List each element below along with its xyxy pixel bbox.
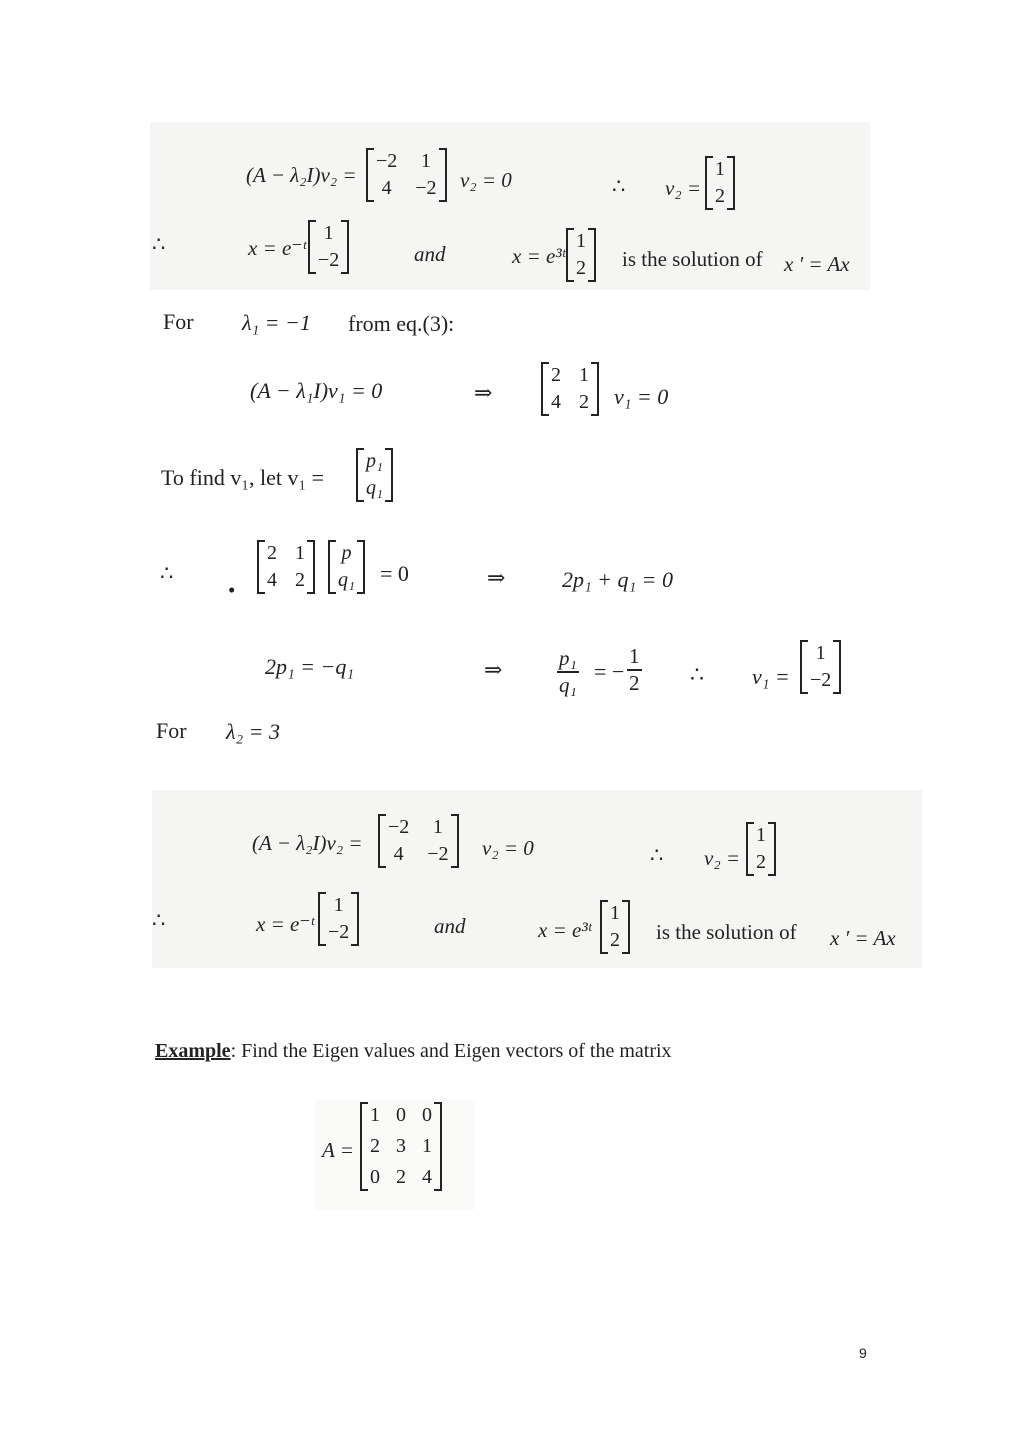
matrix-a xyxy=(366,148,447,202)
matrix-cell: 0 xyxy=(370,1166,380,1188)
stray-dot: • xyxy=(228,578,236,602)
vector-cell: 2 xyxy=(610,929,620,951)
v1-result-vector xyxy=(800,640,841,694)
vector-cell: q₁ xyxy=(338,569,355,591)
vector-cell: 1 xyxy=(610,902,620,924)
example-statement xyxy=(155,1040,672,1063)
fraction-numerator: 1 xyxy=(627,644,642,671)
ode-equation: x ′ = Ax xyxy=(830,926,896,950)
eq-lhs: (A − λ₂I)v₂ = xyxy=(252,831,363,855)
vector-cell: 1 xyxy=(323,222,334,244)
matrix-cell: 1 xyxy=(295,542,305,564)
solution-x2-label: x = e³ᵗ xyxy=(538,918,592,942)
vector-cell: 2 xyxy=(576,257,586,279)
vector-cell: 1 xyxy=(815,642,826,664)
eq-minus: = − xyxy=(594,659,625,684)
therefore-symbol: ∴ xyxy=(160,561,174,585)
v2-vector xyxy=(705,156,735,210)
eq-rhs: v₂ = 0 xyxy=(460,168,512,192)
v2-vector xyxy=(746,822,776,876)
matrix-cell: 4 xyxy=(422,1166,432,1188)
fraction-one-half xyxy=(627,644,642,696)
therefore-symbol: ∴ xyxy=(690,662,704,687)
vector-cell: 1 xyxy=(756,824,766,846)
eq-lhs: (A − λ₂I)v₂ = xyxy=(246,163,357,187)
matrix-cell: 0 xyxy=(422,1104,432,1126)
matrix-cell: 4 xyxy=(267,569,277,591)
implies-arrow: ⇒ xyxy=(484,657,503,682)
eq-lambda1: (A − λ₁I)v₁ = 0 xyxy=(250,378,383,403)
pq-vector xyxy=(328,540,365,594)
eq-rhs: v₂ = 0 xyxy=(482,836,534,860)
is-solution-text: is the solution of xyxy=(656,920,797,944)
x2-vector xyxy=(566,228,596,282)
example-matrix xyxy=(360,1102,442,1191)
ode-equation: x ′ = Ax xyxy=(784,252,850,276)
matrix-cell: 2 xyxy=(267,542,277,564)
matrix-cell: 4 xyxy=(381,177,392,199)
x1-vector xyxy=(318,892,359,946)
to-find-text: To find v₁, let v₁ = xyxy=(161,465,325,490)
x1-vector xyxy=(308,220,349,274)
fraction-p-over-q xyxy=(557,646,579,698)
matrix-cell: 2 xyxy=(579,391,589,413)
eq-zero: = 0 xyxy=(380,561,409,586)
example-label: Example xyxy=(155,1040,231,1062)
matrix-cell: 0 xyxy=(396,1104,406,1126)
matrix-a xyxy=(378,814,459,868)
vector-cell: p₁ xyxy=(366,450,383,472)
v2-label: v₂ = xyxy=(704,846,741,870)
vector-cell: −2 xyxy=(318,249,340,271)
fraction-denominator: q₁ xyxy=(559,673,577,697)
matrix-cell: −2 xyxy=(415,177,437,199)
matrix-cell: 2 xyxy=(295,569,305,591)
for-label: For xyxy=(156,718,187,743)
therefore-symbol: ∴ xyxy=(612,174,626,198)
matrix-cell: 3 xyxy=(396,1135,406,1157)
fraction-denominator: 2 xyxy=(629,671,640,695)
example-text: : Find the Eigen values and Eigen vectors of the matrix xyxy=(230,1040,672,1062)
x2-vector xyxy=(600,900,630,954)
matrix-cell: −2 xyxy=(388,816,410,838)
matrix-cell: 4 xyxy=(551,391,561,413)
matrix-cell: 1 xyxy=(370,1104,380,1126)
vector-cell: p xyxy=(341,542,352,564)
therefore-symbol: ∴ xyxy=(650,843,664,867)
matrix-cell: 1 xyxy=(422,1135,432,1157)
matrix-cell: 1 xyxy=(579,364,589,386)
matrix-cell: −2 xyxy=(376,150,398,172)
v1-label: v₁ = xyxy=(752,664,790,689)
eq-lambda1-rhs: v₁ = 0 xyxy=(614,384,669,409)
lambda1-value: λ₁ = −1 xyxy=(242,310,311,335)
scan-region-bottom xyxy=(152,790,922,968)
for-label: For xyxy=(163,309,194,334)
vector-cell: 2 xyxy=(715,185,725,207)
solution-x1-label: x = e⁻ᵗ xyxy=(256,912,314,936)
therefore-symbol: ∴ xyxy=(152,232,166,256)
matrix-cell: 2 xyxy=(396,1166,406,1188)
implies-arrow: ⇒ xyxy=(474,380,493,405)
fraction-numerator: p₁ xyxy=(557,646,579,673)
matrix-cell: 1 xyxy=(432,816,443,838)
page-number: 9 xyxy=(859,1345,867,1361)
matrix-cell: 2 xyxy=(551,364,561,386)
lambda2-value: λ₂ = 3 xyxy=(226,719,281,744)
solution-x1-label: x = e⁻ᵗ xyxy=(248,236,306,260)
matrix-cell: 1 xyxy=(420,150,431,172)
therefore-symbol: ∴ xyxy=(152,908,166,932)
from-eq-label: from eq.(3): xyxy=(348,311,455,336)
is-solution-text: is the solution of xyxy=(622,247,763,271)
matrix-cell: 2 xyxy=(370,1135,380,1157)
v1-vector xyxy=(356,448,393,502)
and-word: and xyxy=(414,242,446,266)
eq-2p-q: 2p₁ = −q₁ xyxy=(265,654,354,679)
vector-cell: q₁ xyxy=(366,477,383,499)
vector-cell: 1 xyxy=(715,158,725,180)
solution-x2-label: x = e³ᵗ xyxy=(512,244,566,268)
vector-cell: 1 xyxy=(576,230,586,252)
matrix-a-label: A = xyxy=(322,1138,354,1162)
matrix-b xyxy=(541,362,599,416)
v2-label: v₂ = xyxy=(665,176,702,200)
matrix-cell: 4 xyxy=(393,843,404,865)
vector-cell: −2 xyxy=(328,921,350,943)
matrix-c xyxy=(257,540,315,594)
matrix-cell: −2 xyxy=(427,843,449,865)
implies-arrow: ⇒ xyxy=(487,565,506,590)
vector-cell: 1 xyxy=(333,894,344,916)
vector-cell: 2 xyxy=(756,851,766,873)
and-word: and xyxy=(434,914,466,938)
eq-result: 2p₁ + q₁ = 0 xyxy=(562,567,673,592)
vector-cell: −2 xyxy=(810,669,832,691)
